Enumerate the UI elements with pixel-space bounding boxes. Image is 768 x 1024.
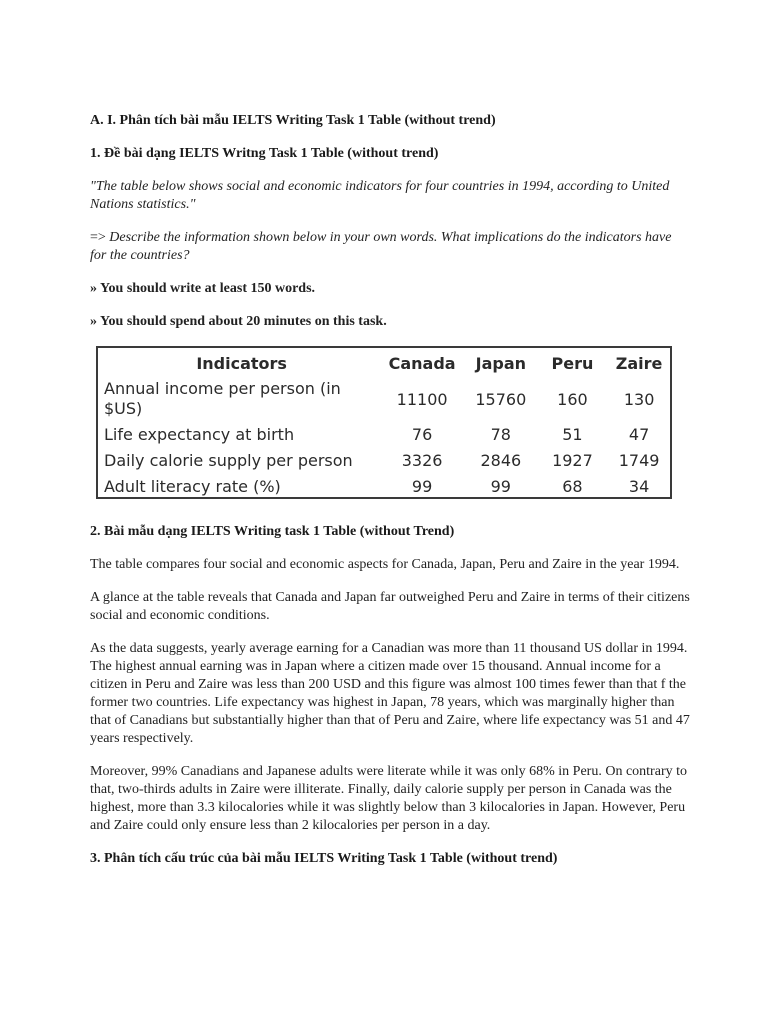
section-3-title: 3. Phân tích cấu trúc của bài mẫu IELTS Writing Task 1 Table (without trend): [90, 851, 558, 866]
indicators-table-image: [96, 346, 672, 499]
cell-canada: 11100: [396, 389, 448, 409]
table-row: [104, 377, 670, 421]
prompt-quote: "The table below shows social and economic indicators for four countries in 1994, according to United Nations statistics.": [90, 179, 670, 212]
table-row: [104, 447, 670, 473]
requirement-time: » You should spend about 20 minutes on this task.: [90, 314, 387, 329]
essay-paragraph-1: The table compares four social and economic aspects for Canada, Japan, Peru and Zaire in the year 1994.: [90, 557, 680, 572]
row-label: Annual income per person (in $US): [104, 379, 341, 418]
cell-peru: 51: [562, 424, 583, 444]
instruction-text: Describe the information shown below in your own words. What implications do the indicators have for the countries?: [90, 230, 672, 263]
table-row: [104, 421, 670, 447]
section-1-title: 1. Đề bài dạng IELTS Writng Task 1 Table (without trend): [90, 146, 439, 161]
header-peru: Peru: [551, 354, 594, 373]
cell-peru: 68: [562, 476, 583, 496]
cell-canada: 99: [411, 476, 433, 496]
cell-zaire: 47: [628, 424, 650, 444]
cell-japan: 2846: [480, 450, 522, 470]
header-indicators: Indicators: [196, 354, 287, 373]
requirement-words: » You should write at least 150 words.: [90, 281, 316, 296]
cell-peru: 1927: [552, 450, 593, 470]
essay-paragraph-3: As the data suggests, yearly average earning for a Canadian was more than 11 thousand US dollar in 1994. The highest annual earning was in Japan where a citizen made over 15 thousand. Annual income for a citizen in Peru and Zaire was less than 200 USD and this figure was almost 100 times fewer than that f the former two countries. Life expectancy was highest in Japan, 78 years, which was marginally higher than that of Canadians but substantially higher than that of Peru and Zaire, where life expectancy was 51 and 47 years respectively.: [90, 641, 690, 746]
cell-japan: 99: [490, 476, 511, 496]
document-page: [90, 112, 690, 883]
indicators-table: [104, 350, 670, 499]
section-2-title: 2. Bài mẫu dạng IELTS Writing task 1 Table (without Trend): [90, 524, 455, 539]
header-canada: Canada: [388, 354, 456, 373]
header-japan: Japan: [475, 354, 526, 373]
cell-zaire: 34: [628, 476, 650, 496]
cell-peru: 160: [557, 389, 588, 409]
table-row: [104, 473, 670, 499]
cell-canada: 3326: [401, 450, 443, 470]
essay-paragraph-2: A glance at the table reveals that Canada and Japan far outweighed Peru and Zaire in terms of their citizens social and economic conditions.: [90, 590, 690, 623]
cell-canada: 76: [411, 424, 433, 444]
row-label: Daily calorie supply per person: [104, 450, 353, 470]
section-a-title: A. I. Phân tích bài mẫu IELTS Writing Task 1 Table (without trend): [90, 113, 496, 128]
header-zaire: Zaire: [615, 354, 663, 373]
cell-japan: 15760: [475, 389, 527, 409]
row-label: Adult literacy rate (%): [104, 476, 281, 496]
spacer: [90, 499, 690, 523]
essay-paragraph-4: Moreover, 99% Canadians and Japanese adults were literate while it was only 68% in Peru. On contrary to that, two-thirds adults in Zaire were illiterate. Finally, daily calorie supply per person in Canada was the highest, more than 3.3 kilocalories while it was slightly below than 3 kilocalories in Japan. However, Peru and Zaire could only ensure less than 2 kilocalories per person in a day.: [90, 764, 687, 833]
instruction-paragraph: [90, 229, 690, 265]
table-header-row: [104, 350, 670, 377]
instruction-arrow: =>: [90, 230, 106, 245]
row-label: Life expectancy at birth: [104, 424, 295, 444]
cell-zaire: 1749: [618, 450, 660, 470]
cell-japan: 78: [490, 424, 511, 444]
cell-zaire: 130: [623, 389, 655, 409]
